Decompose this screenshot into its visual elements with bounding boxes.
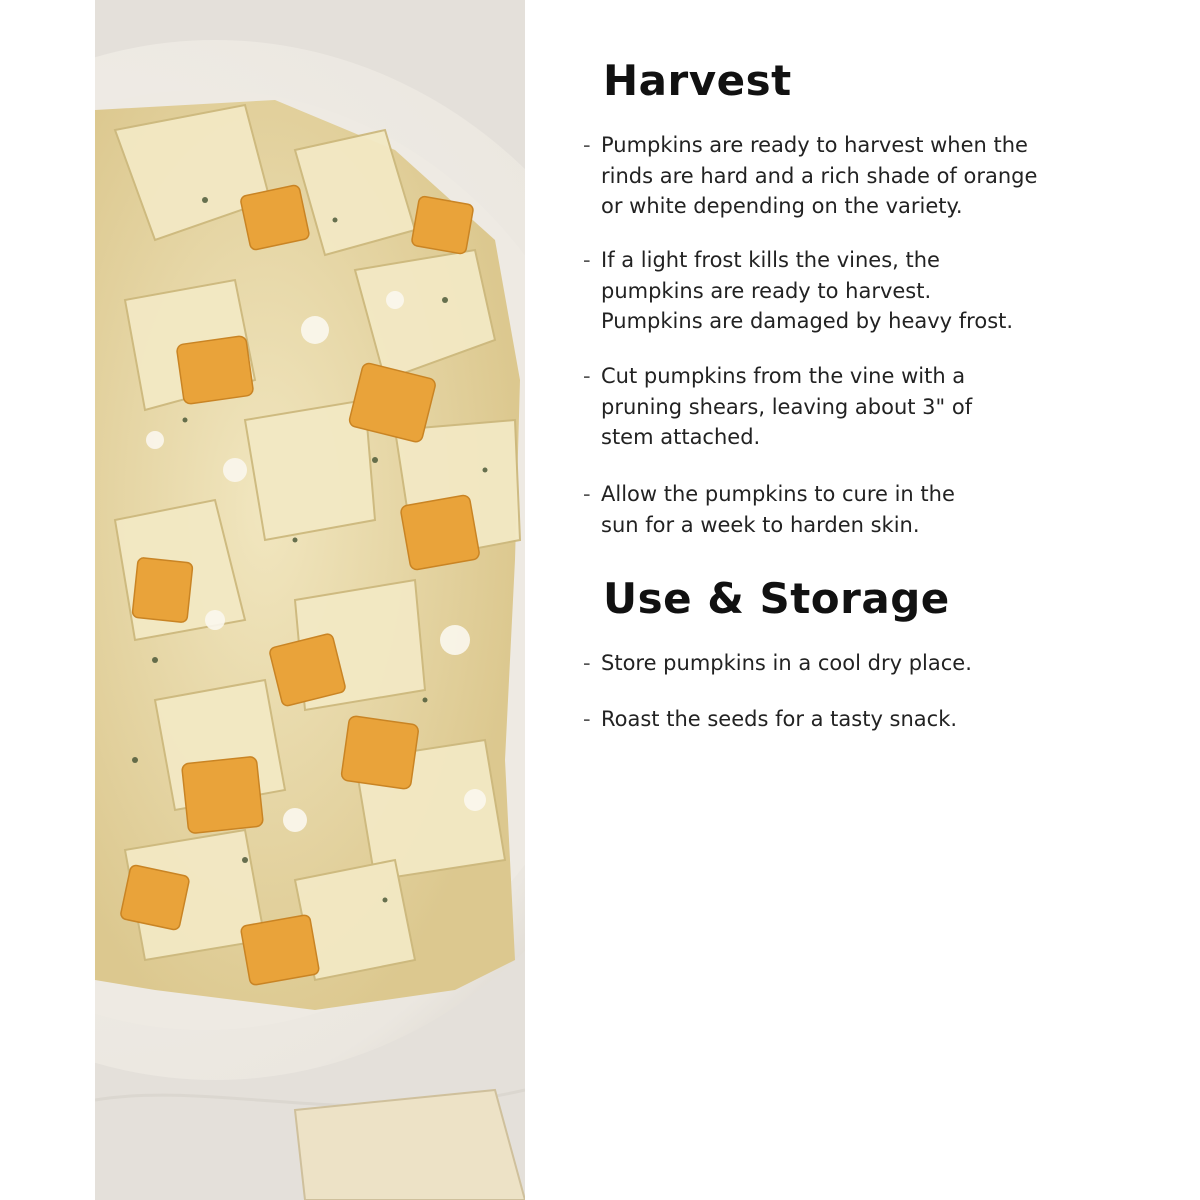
- list-item-text: If a light frost kills the vines, the pumpkins are ready to harvest. Pumpkins are damaged by heavy frost.: [601, 248, 1014, 333]
- harvest-list: [583, 361, 972, 453]
- bullet-marker: -: [583, 248, 591, 272]
- list-item: [583, 130, 1037, 222]
- pasta-photo: [95, 0, 525, 1200]
- pasta-photo-illustration: [95, 0, 525, 1200]
- list-item-text: Allow the pumpkins to cure in the sun for a week to harden skin.: [601, 482, 955, 537]
- list-item: [583, 648, 972, 679]
- harvest-list: [583, 245, 1013, 337]
- harvest-list: [583, 130, 1037, 222]
- list-item-text: Cut pumpkins from the vine with a pruning shears, leaving about 3" of stem attached.: [601, 364, 973, 449]
- list-item-text: Roast the seeds for a tasty snack.: [601, 707, 958, 731]
- list-item-text: Pumpkins are ready to harvest when the rinds are hard and a rich shade of orange or white depending on the variety.: [601, 133, 1038, 218]
- bullet-marker: -: [583, 133, 591, 157]
- use-storage-heading: Use & Storage: [603, 574, 950, 623]
- bullet-marker: -: [583, 364, 591, 388]
- list-item: [583, 361, 972, 453]
- parmesan-wedge: [295, 1090, 525, 1200]
- storage-list: [583, 704, 957, 735]
- list-item: [583, 704, 957, 735]
- list-item: [583, 245, 1013, 337]
- list-item-text: Store pumpkins in a cool dry place.: [601, 651, 972, 675]
- harvest-list: [583, 479, 955, 540]
- bullet-marker: -: [583, 707, 591, 731]
- bullet-marker: -: [583, 482, 591, 506]
- list-item: [583, 479, 955, 540]
- harvest-heading: Harvest: [603, 56, 792, 105]
- storage-list: [583, 648, 972, 679]
- bullet-marker: -: [583, 651, 591, 675]
